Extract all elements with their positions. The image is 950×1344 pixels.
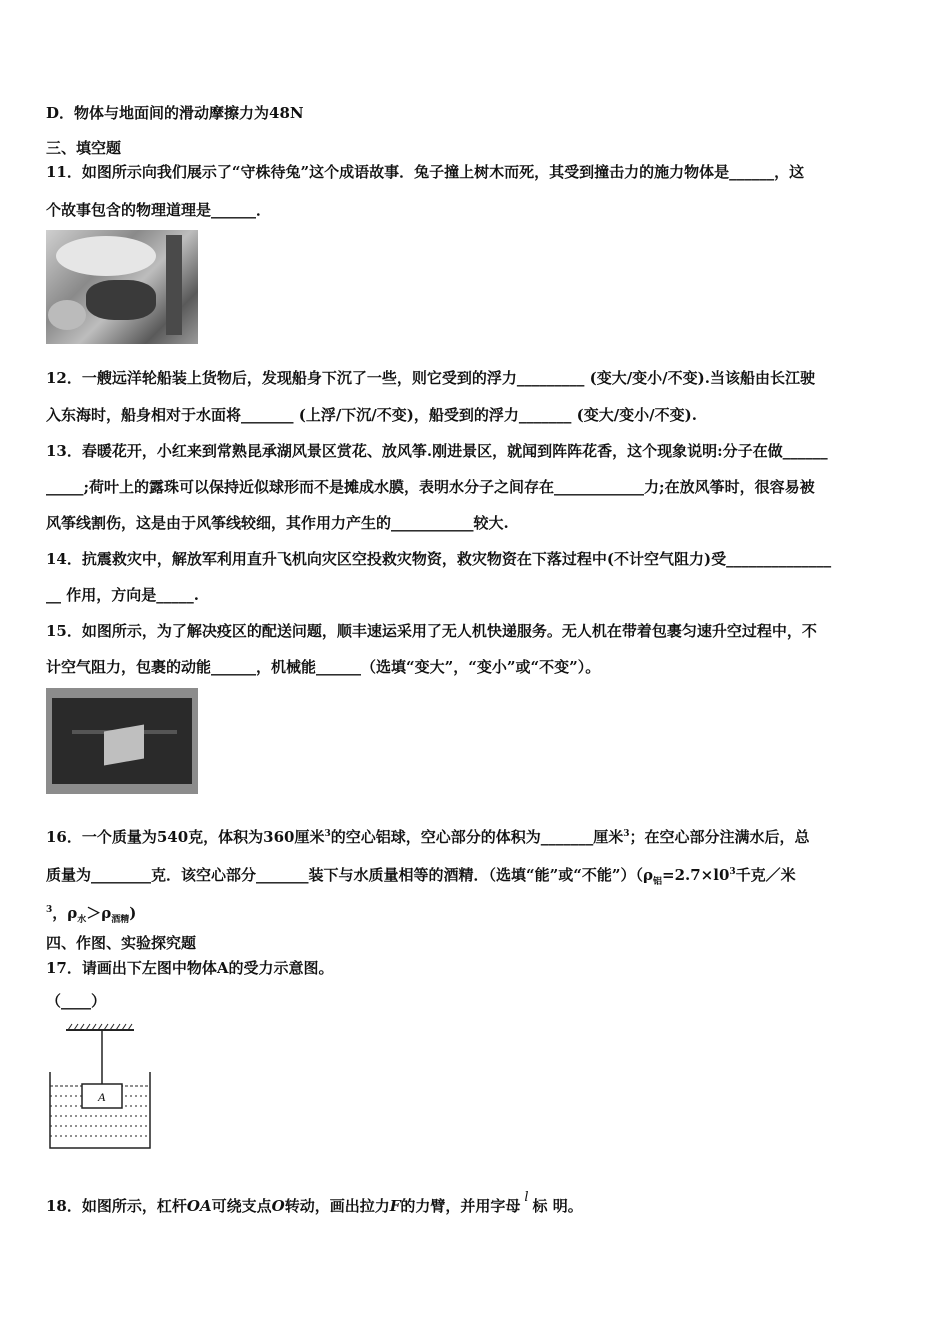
- q16-text-i: ): [129, 904, 137, 922]
- q16-text-e: =2.7×l0: [662, 866, 730, 884]
- drone-delivery-image: [46, 688, 198, 794]
- question-16-line2: [46, 862, 796, 892]
- q16-text-h: ＞ρ: [86, 904, 112, 922]
- q18-text-b: 可绕支点: [211, 1197, 272, 1215]
- section-heading-drawing: 四、作图、实验探究题: [46, 934, 197, 952]
- question-11-line1: 11．如图所示向我们展示了“守株待兔”这个成语故事．兔子撞上树木而死，其受到撞击力的施力物体是______，这: [46, 163, 805, 181]
- question-13-line1: 13．春暖花开，小红来到常熟昆承湖风景区赏花、放风筝.刚进景区，就闻到阵阵花香，这个现象说明:分子在做______: [46, 442, 828, 460]
- q16-text-b: 的空心铝球，空心部分的体积为_______厘米: [330, 828, 624, 846]
- q16-sub-al: 铝: [653, 877, 663, 887]
- rabbit-story-image: [46, 230, 198, 344]
- q18-text-c: 转动，画出拉力: [284, 1197, 390, 1215]
- q16-sup-d: 3: [46, 905, 53, 915]
- q18-text-d: 的力臂，并用字母: [400, 1197, 521, 1215]
- q18-text-a: 18．如图所示，杠杆: [46, 1197, 187, 1215]
- question-17: 17．请画出下左图中物体A的受力示意图。: [46, 959, 334, 977]
- figure-17-diagram: [46, 1022, 156, 1152]
- question-11-line2: 个故事包含的物理道理是______．: [46, 201, 272, 219]
- question-15-line2: 计空气阻力，包裹的动能______，机械能______（选填“变大”，“变小”或“不变”）。: [46, 658, 601, 676]
- q18-text-e: 标 明。: [532, 1197, 583, 1215]
- q16-text-c: ；在空心部分注满水后，总: [629, 828, 810, 846]
- q16-sub-alcohol: 酒精: [111, 915, 130, 925]
- q16-sup-b: 3: [623, 829, 630, 839]
- q16-text-a: 16．一个质量为540克，体积为360厘米: [46, 828, 325, 846]
- block-a-label: A: [98, 1090, 106, 1104]
- option-d: D．物体与地面间的滑动摩擦力为48N: [46, 104, 304, 122]
- q18-f: F: [389, 1197, 401, 1215]
- q16-text-f: 千克／米: [735, 866, 796, 884]
- question-14-line1: 14．抗震救灾中，解放军利用直升飞机向灾区空投救灾物资，救灾物资在下落过程中(不计空气阻力)受______________: [46, 550, 832, 568]
- section-heading-fill-blank: 三、填空题: [46, 139, 122, 157]
- question-13-line3: 风筝线割伤，这是由于风筝线较细，其作用力产生的___________较大.: [46, 514, 509, 532]
- question-13-line2: _____;荷叶上的露珠可以保持近似球形而不是摊成水膜，表明水分子之间存在____________力;在放风筝时，很容易被: [46, 478, 815, 496]
- q16-text-g: ，ρ: [52, 904, 78, 922]
- question-16-line3: [46, 900, 136, 930]
- question-18: [46, 1190, 583, 1218]
- question-16-line1: [46, 824, 810, 847]
- question-14-line2: __ 作用，方向是_____.: [46, 586, 199, 604]
- q18-o: O: [271, 1197, 285, 1215]
- q18-l: l: [524, 1190, 529, 1205]
- q16-sup-a: 3: [324, 829, 331, 839]
- q16-sub-water: 水: [77, 915, 87, 925]
- question-15-line1: 15．如图所示，为了解决疫区的配送问题，顺丰速运采用了无人机快递服务。无人机在带着包裹匀速升空过程中，不: [46, 622, 817, 640]
- q16-sup-c: 3: [729, 867, 736, 877]
- q18-oa: OA: [186, 1197, 212, 1215]
- answer-blank-17: （____）: [46, 992, 107, 1010]
- q16-text-d: 质量为________克．该空心部分_______装下与水质量相等的酒精．（选填“能”或“不能”）（ρ: [46, 866, 653, 884]
- question-12-line2: 入东海时，船身相对于水面将_______ (上浮/下沉/不变)，船受到的浮力_______ (变大/变小/不变).: [46, 406, 697, 424]
- question-12-line1: 12．一艘远洋轮船装上货物后，发现船身下沉了一些，则它受到的浮力_________ (变大/变小/不变).当该船由长江驶: [46, 369, 815, 387]
